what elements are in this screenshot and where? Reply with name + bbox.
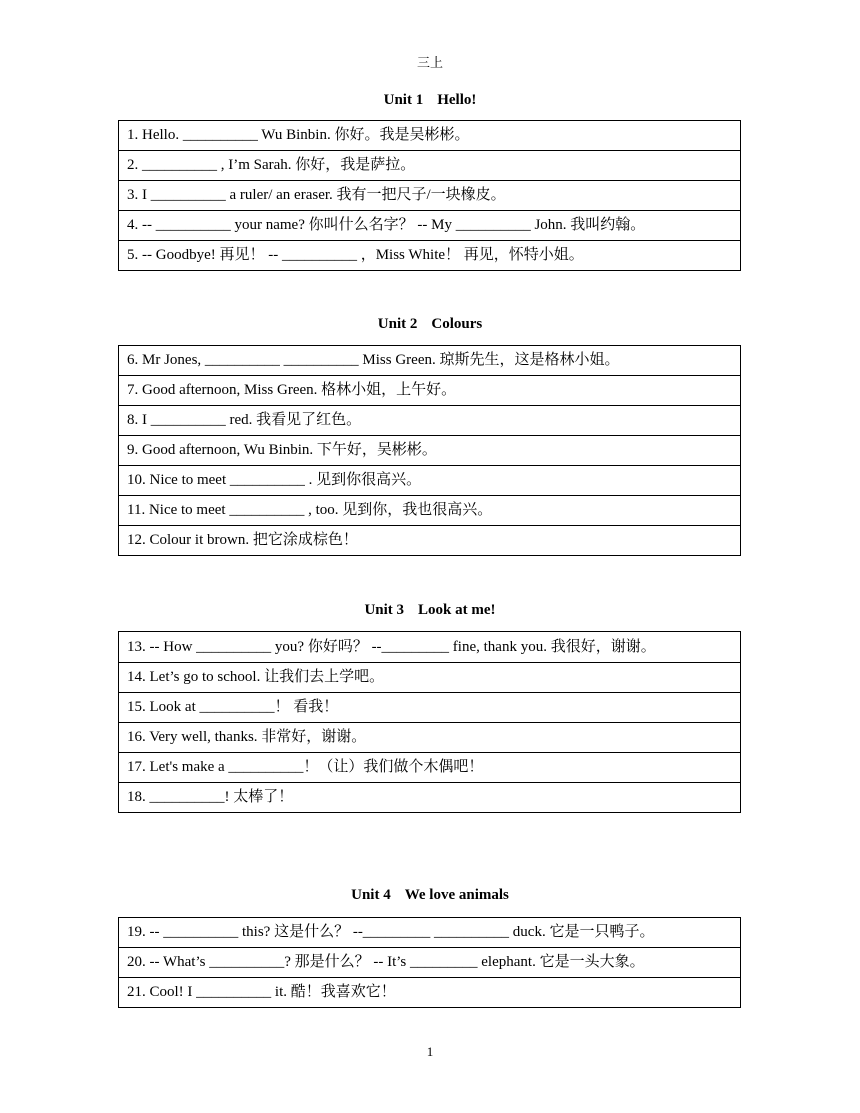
unit-2-table <box>118 345 741 556</box>
unit-label: Unit 3 <box>364 602 405 618</box>
table-row <box>119 723 741 753</box>
question-cell: 8. I __________ red. 我看见了红色。 <box>119 406 741 436</box>
table-row <box>119 663 741 693</box>
table-row <box>119 346 741 376</box>
unit-2-title <box>0 316 860 333</box>
unit-label: Unit 2 <box>377 316 418 332</box>
table-row <box>119 181 741 211</box>
question-cell: 16. Very well, thanks. 非常好，谢谢。 <box>119 723 741 753</box>
table-row <box>119 496 741 526</box>
table-row <box>119 121 741 151</box>
table-row <box>119 948 741 978</box>
unit-4-table <box>118 917 741 1008</box>
table-row <box>119 783 741 813</box>
question-cell: 13. -- How __________ you? 你好吗？ --_________ fine, thank you. 我很好，谢谢。 <box>119 632 741 663</box>
unit-name: Hello! <box>437 92 477 108</box>
question-cell: 20. -- What’s __________? 那是什么？ -- It’s _________ elephant. 它是一头大象。 <box>119 948 741 978</box>
table-row <box>119 753 741 783</box>
unit-name: Colours <box>431 316 483 332</box>
unit-1-table <box>118 120 741 271</box>
table-row <box>119 918 741 948</box>
question-cell: 11. Nice to meet __________ , too. 见到你，我也很高兴。 <box>119 496 741 526</box>
question-cell: 18. __________! 太棒了！ <box>119 783 741 813</box>
table-row <box>119 211 741 241</box>
question-cell: 6. Mr Jones, __________ __________ Miss Green. 琼斯先生，这是格林小姐。 <box>119 346 741 376</box>
question-cell: 3. I __________ a ruler/ an eraser. 我有一把尺子/一块橡皮。 <box>119 181 741 211</box>
question-cell: 15. Look at __________！ 看我！ <box>119 693 741 723</box>
unit-name: Look at me! <box>418 602 496 618</box>
question-cell: 4. -- __________ your name? 你叫什么名字？ -- My __________ John. 我叫约翰。 <box>119 211 741 241</box>
question-cell: 19. -- __________ this? 这是什么？ --_________ __________ duck. 它是一只鸭子。 <box>119 918 741 948</box>
unit-name: We love animals <box>404 887 509 903</box>
table-row <box>119 436 741 466</box>
question-cell: 12. Colour it brown. 把它涂成棕色！ <box>119 526 741 556</box>
table-row <box>119 466 741 496</box>
question-cell: 10. Nice to meet __________ . 见到你很高兴。 <box>119 466 741 496</box>
question-cell: 17. Let's make a __________！（让）我们做个木偶吧！ <box>119 753 741 783</box>
question-cell: 21. Cool! I __________ it. 酷！我喜欢它！ <box>119 978 741 1008</box>
question-cell: 14. Let’s go to school. 让我们去上学吧。 <box>119 663 741 693</box>
unit-3-title <box>0 602 860 619</box>
unit-label: Unit 4 <box>351 887 391 903</box>
page-number: 1 <box>426 1044 434 1059</box>
table-row <box>119 151 741 181</box>
table-row <box>119 406 741 436</box>
unit-1-title <box>0 92 860 109</box>
unit-4-title <box>0 887 860 904</box>
table-row <box>119 376 741 406</box>
table-row <box>119 241 741 271</box>
question-cell: 7. Good afternoon, Miss Green. 格林小姐，上午好。 <box>119 376 741 406</box>
unit-label: Unit 1 <box>383 92 424 108</box>
question-cell: 9. Good afternoon, Wu Binbin. 下午好，吴彬彬。 <box>119 436 741 466</box>
table-row <box>119 526 741 556</box>
table-row <box>119 693 741 723</box>
table-row <box>119 632 741 663</box>
table-row <box>119 978 741 1008</box>
question-cell: 1. Hello. __________ Wu Binbin. 你好。我是吴彬彬。 <box>119 121 741 151</box>
question-cell: 5. -- Goodbye! 再见！ -- __________ ，Miss White！ 再见，怀特小姐。 <box>119 241 741 271</box>
page-header: 三上 <box>416 55 443 70</box>
question-cell: 2. __________ , I’m Sarah. 你好，我是萨拉。 <box>119 151 741 181</box>
unit-3-table <box>118 631 741 813</box>
